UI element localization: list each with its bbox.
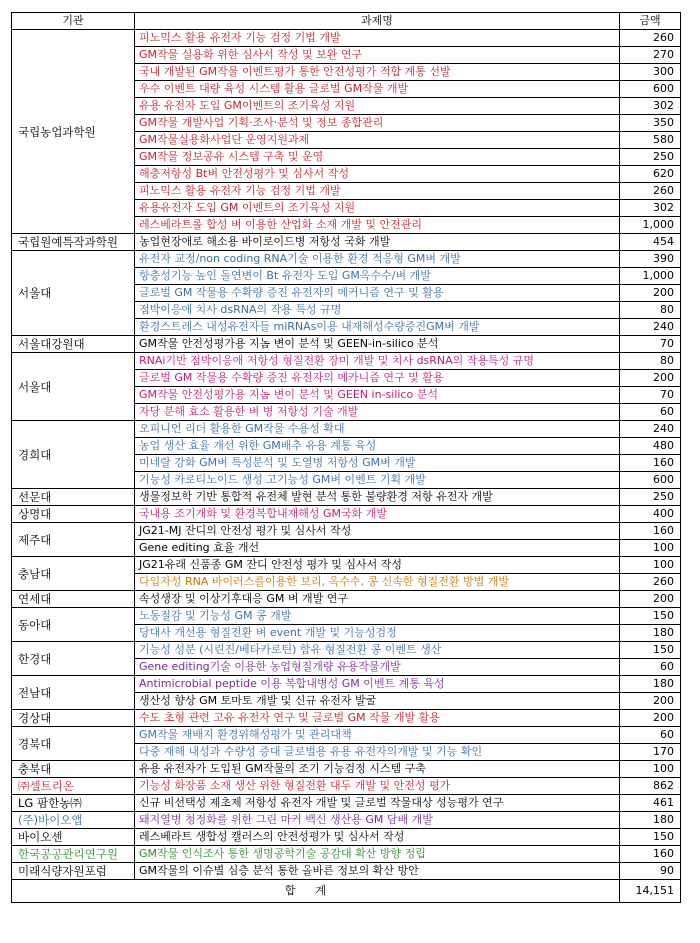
amount-cell: 620 — [620, 166, 681, 183]
project-title-cell: 기능성 화장품 소재 생산 위한 형질전환 대두 개발 및 안전성 평가 — [135, 778, 620, 795]
amount-cell: 302 — [620, 200, 681, 217]
project-title-cell: 유용유전자 도입 GM 이벤트의 조기육성 지원 — [135, 200, 620, 217]
table-row — [12, 557, 681, 574]
table-row — [12, 489, 681, 506]
amount-cell: 200 — [620, 285, 681, 302]
org-cell: ㈜셀트리온 — [12, 778, 135, 795]
amount-cell: 200 — [620, 693, 681, 710]
project-title-cell: GM작물 정보공유 시스템 구축 및 운영 — [135, 149, 620, 166]
amount-cell: 454 — [620, 234, 681, 251]
total-amount: 14,151 — [620, 880, 681, 903]
project-title-cell: GM작물 재배지 환경위해성평가 및 관리대책 — [135, 727, 620, 744]
amount-cell: 200 — [620, 370, 681, 387]
amount-cell: 270 — [620, 47, 681, 64]
org-cell: 국립농업과학원 — [12, 30, 135, 234]
project-title-cell: 피노믹스 활용 유전자 기능 검정 기법 개발 — [135, 183, 620, 200]
org-cell: 선문대 — [12, 489, 135, 506]
amount-cell: 600 — [620, 81, 681, 98]
table-row — [12, 829, 681, 846]
project-title-cell: 국내 개발된 GM작물 이벤트평가 통한 안전성평가 적합 계통 선발 — [135, 64, 620, 81]
amount-cell: 160 — [620, 523, 681, 540]
org-cell: 서울대강원대 — [12, 336, 135, 353]
amount-cell: 90 — [620, 863, 681, 880]
header-org: 기관 — [12, 13, 135, 30]
table-row — [12, 727, 681, 744]
org-cell: 연세대 — [12, 591, 135, 608]
project-title-cell: 기능성 성분 (시린진/베타카로틴) 함유 형질전환 콩 이벤트 생산 — [135, 642, 620, 659]
table-row — [12, 523, 681, 540]
amount-cell: 240 — [620, 421, 681, 438]
project-title-cell: 유전자 교정/non coding RNA기술 이용한 환경 적응형 GM벼 개발 — [135, 251, 620, 268]
project-title-cell: 속성생장 및 이상기후대응 GM 벼 개발 연구 — [135, 591, 620, 608]
project-title-cell: 글로벌 GM 작물용 수확량 증진 유전자의 메커니즘 연구 및 활용 — [135, 285, 620, 302]
project-title-cell: JG21-MJ 잔디의 안전성 평가 및 심사서 작성 — [135, 523, 620, 540]
amount-cell: 80 — [620, 302, 681, 319]
project-title-cell: GM작물 실용화 위한 심사서 작성 및 보완 연구 — [135, 47, 620, 64]
table-row — [12, 761, 681, 778]
project-title-cell: 미네랄 강화 GM벼 특성분석 및 도열병 저항성 GM벼 개발 — [135, 455, 620, 472]
org-cell: 미래식량자원포럼 — [12, 863, 135, 880]
project-title-cell: Gene editing기술 이용한 농업형질개량 유용작물개발 — [135, 659, 620, 676]
project-title-cell: 농업 생산 효율 개선 위한 GM배추 유용 계통 육성 — [135, 438, 620, 455]
amount-cell: 160 — [620, 455, 681, 472]
org-cell: 한경대 — [12, 642, 135, 676]
amount-cell: 1,000 — [620, 217, 681, 234]
project-title-cell: GM작물 안전성평가용 지놈 변이 분석 및 GEEN-in-silico 분석 — [135, 336, 620, 353]
project-title-cell: RNAi기반 점박이응애 저항성 형질전환 장미 개발 및 치사 dsRNA의 작용특성 규명 — [135, 353, 620, 370]
project-title-cell: 생물정보학 기반 통합적 유전체 발현 분석 통한 불량환경 저항 유전자 개발 — [135, 489, 620, 506]
org-cell: 경희대 — [12, 421, 135, 489]
amount-cell: 60 — [620, 727, 681, 744]
project-title-cell: 글로벌 GM 작물용 수확량 증진 유전자의 메카니즘 연구 및 활용 — [135, 370, 620, 387]
project-title-cell: GM작물 개발사업 기획·조사·분석 및 정보 종합관리 — [135, 115, 620, 132]
org-cell: (주)바이오앱 — [12, 812, 135, 829]
amount-cell: 100 — [620, 557, 681, 574]
table-row — [12, 251, 681, 268]
org-cell: 경상대 — [12, 710, 135, 727]
amount-cell: 170 — [620, 744, 681, 761]
org-cell: 충남대 — [12, 557, 135, 591]
table-row — [12, 336, 681, 353]
header-amount: 금액 — [620, 13, 681, 30]
total-label: 합계 — [12, 880, 620, 903]
amount-cell: 180 — [620, 676, 681, 693]
org-cell: 국립원예특작과학원 — [12, 234, 135, 251]
org-cell: 한국공공관리연구원 — [12, 846, 135, 863]
project-title-cell: 신규 비선택성 제초제 저항성 유전자 개발 및 글로벌 작물대상 성능평가 연구 — [135, 795, 620, 812]
org-cell: 충북대 — [12, 761, 135, 778]
amount-cell: 150 — [620, 608, 681, 625]
amount-cell: 390 — [620, 251, 681, 268]
project-title-cell: 수도 초형 관련 고유 유전자 연구 및 글로벌 GM 작물 개발 활용 — [135, 710, 620, 727]
table-row — [12, 30, 681, 47]
project-title-cell: 당대사 개선용 형질전환 벼 event 개발 및 기능성검정 — [135, 625, 620, 642]
amount-cell: 1,000 — [620, 268, 681, 285]
table-row — [12, 234, 681, 251]
table-row — [12, 608, 681, 625]
project-title-cell: GM작물실용화사업단 운영지원과제 — [135, 132, 620, 149]
amount-cell: 400 — [620, 506, 681, 523]
project-title-cell: Gene editing 효율 개선 — [135, 540, 620, 557]
table-row — [12, 676, 681, 693]
org-cell: 바이오센 — [12, 829, 135, 846]
amount-cell: 100 — [620, 540, 681, 557]
amount-cell: 250 — [620, 489, 681, 506]
amount-cell: 80 — [620, 353, 681, 370]
amount-cell: 260 — [620, 183, 681, 200]
table-row — [12, 846, 681, 863]
org-cell: 상명대 — [12, 506, 135, 523]
project-title-cell: 농업현장애로 해소용 바이로이드병 저항성 국화 개발 — [135, 234, 620, 251]
org-cell: LG 팜한농㈜ — [12, 795, 135, 812]
header-title: 과제명 — [135, 13, 620, 30]
amount-cell: 250 — [620, 149, 681, 166]
table-row — [12, 353, 681, 370]
total-row — [12, 880, 681, 903]
amount-cell: 302 — [620, 98, 681, 115]
project-budget-table — [11, 12, 681, 903]
amount-cell: 180 — [620, 812, 681, 829]
amount-cell: 60 — [620, 659, 681, 676]
project-title-cell: 자당 분해 효소 활용한 벼 병 저항성 기술 개발 — [135, 404, 620, 421]
amount-cell: 200 — [620, 591, 681, 608]
project-title-cell: 환경스트레스 내성유전자들 miRNAs이용 내재해성수량증진GM벼 개발 — [135, 319, 620, 336]
project-title-cell: 항충성기능 높인 돌연변이 Bt 유전자 도입 GM옥수수/벼 개발 — [135, 268, 620, 285]
amount-cell: 300 — [620, 64, 681, 81]
table-row — [12, 812, 681, 829]
amount-cell: 580 — [620, 132, 681, 149]
project-title-cell: GM작물 안전성평가용 지놈 변이 분석 및 GEEN in-silico 분석 — [135, 387, 620, 404]
project-title-cell: 우수 이벤트 대량 육성 시스템 활용 글로벌 GM작물 개발 — [135, 81, 620, 98]
project-title-cell: 유용 유전자가 도입된 GM작물의 조기 기능검정 시스템 구축 — [135, 761, 620, 778]
project-title-cell: JG21유래 신품종 GM 잔디 안전성 평가 및 심사서 작성 — [135, 557, 620, 574]
org-cell: 제주대 — [12, 523, 135, 557]
amount-cell: 150 — [620, 829, 681, 846]
amount-cell: 600 — [620, 472, 681, 489]
project-title-cell: GM작물의 이슈별 심층 분석 통한 올바른 정보의 확산 방안 — [135, 863, 620, 880]
table-row — [12, 506, 681, 523]
amount-cell: 70 — [620, 387, 681, 404]
org-cell: 전남대 — [12, 676, 135, 710]
amount-cell: 150 — [620, 642, 681, 659]
table-row — [12, 863, 681, 880]
project-title-cell: 생산성 향상 GM 토마토 개발 및 신규 유전자 발굴 — [135, 693, 620, 710]
project-title-cell: 레스베라트 생합성 캘러스의 안전성평가 및 심사서 작성 — [135, 829, 620, 846]
project-title-cell: 기능성 카로티노이드 생성 고기능성 GM벼 이벤트 기획 개발 — [135, 472, 620, 489]
amount-cell: 260 — [620, 574, 681, 591]
amount-cell: 200 — [620, 710, 681, 727]
amount-cell: 350 — [620, 115, 681, 132]
table-row — [12, 591, 681, 608]
amount-cell: 240 — [620, 319, 681, 336]
project-title-cell: 해충저항성 Bt벼 안전성평가 및 심사서 작성 — [135, 166, 620, 183]
amount-cell: 180 — [620, 625, 681, 642]
project-title-cell: 다입자성 RNA 바이러스를이용한 보리, 옥수수, 콩 신속한 형질전환 방법 개발 — [135, 574, 620, 591]
org-cell: 서울대 — [12, 353, 135, 421]
amount-cell: 260 — [620, 30, 681, 47]
amount-cell: 100 — [620, 761, 681, 778]
amount-cell: 461 — [620, 795, 681, 812]
amount-cell: 70 — [620, 336, 681, 353]
project-title-cell: GM작물 인식조사 통한 생명공학기술 공감대 확산 방향 정립 — [135, 846, 620, 863]
project-title-cell: 노동절감 및 기능성 GM 콩 개발 — [135, 608, 620, 625]
amount-cell: 60 — [620, 404, 681, 421]
amount-cell: 160 — [620, 846, 681, 863]
table-row — [12, 795, 681, 812]
header-row — [12, 13, 681, 30]
project-title-cell: 국내용 조기개화 및 환경복합내재해성 GM국화 개발 — [135, 506, 620, 523]
project-title-cell: Antimicrobial peptide 이용 복합내병성 GM 이벤트 계통 육성 — [135, 676, 620, 693]
table-row — [12, 710, 681, 727]
amount-cell: 480 — [620, 438, 681, 455]
project-title-cell: 레스베라트롤 합성 벼 이용한 산업화 소재 개발 및 안전관리 — [135, 217, 620, 234]
table-row — [12, 421, 681, 438]
project-title-cell: 돼지열병 청정화를 위한 그린 마커 백신 생산용 GM 담배 개발 — [135, 812, 620, 829]
table-row — [12, 778, 681, 795]
org-cell: 서울대 — [12, 251, 135, 336]
org-cell: 경북대 — [12, 727, 135, 761]
project-title-cell: 유용 유전자 도입 GM이벤트의 조기육성 지원 — [135, 98, 620, 115]
project-title-cell: 다중 재해 내성과 수량성 증대 글로벌용 유용 유전자의개발 및 기능 확인 — [135, 744, 620, 761]
table-row — [12, 642, 681, 659]
project-title-cell: 점박이응애 치사 dsRNA의 작용 특성 규명 — [135, 302, 620, 319]
table-body — [12, 30, 681, 880]
project-title-cell: 오피니언 리더 활용한 GM작물 수용성 확대 — [135, 421, 620, 438]
org-cell: 동아대 — [12, 608, 135, 642]
project-title-cell: 피노믹스 활용 유전자 기능 검정 기법 개발 — [135, 30, 620, 47]
amount-cell: 862 — [620, 778, 681, 795]
